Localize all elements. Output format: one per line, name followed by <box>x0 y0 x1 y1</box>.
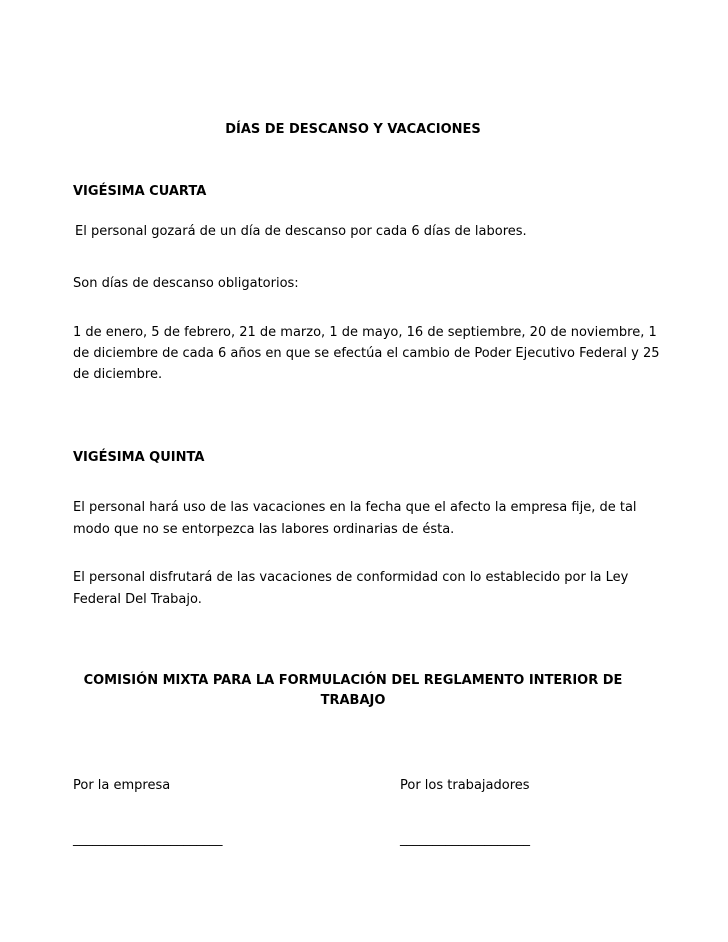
document-title: DÍAS DE DESCANSO Y VACACIONES <box>225 122 481 137</box>
paragraph-mandatory-rest-intro: Son días de descanso obligatorios: <box>73 276 299 291</box>
section-heading-vigesima-cuarta: VIGÉSIMA CUARTA <box>73 184 207 199</box>
paragraph-mandatory-rest-dates: 1 de enero, 5 de febrero, 21 de marzo, 1 de mayo, 16 de septiembre, 20 de noviembre, 1 de diciembre de cada 6 años en que se efectúa el cambio de Poder Ejecutivo Federal y 25 de diciembre. <box>73 325 660 382</box>
signature-label-workers: Por los trabajadores <box>400 778 530 793</box>
paragraph-vacation-law: El personal disfrutará de las vacaciones de conformidad con lo establecido por la Ley Federal Del Trabajo. <box>73 570 629 607</box>
signature-line-company: _______________________ <box>73 832 223 847</box>
section-heading-vigesima-quinta: VIGÉSIMA QUINTA <box>73 450 205 465</box>
signature-line-workers: ____________________ <box>400 832 530 847</box>
commission-heading: COMISIÓN MIXTA PARA LA FORMULACIÓN DEL REGLAMENTO INTERIOR DE TRABAJO <box>83 673 623 708</box>
paragraph-vacation-usage: El personal hará uso de las vacaciones en la fecha que el afecto la empresa fije, de tal modo que no se entorpezca las labores ordinarias de ésta. <box>73 500 637 537</box>
paragraph-rest-days: El personal gozará de un día de descanso por cada 6 días de labores. <box>75 224 527 239</box>
signature-label-company: Por la empresa <box>73 778 171 793</box>
